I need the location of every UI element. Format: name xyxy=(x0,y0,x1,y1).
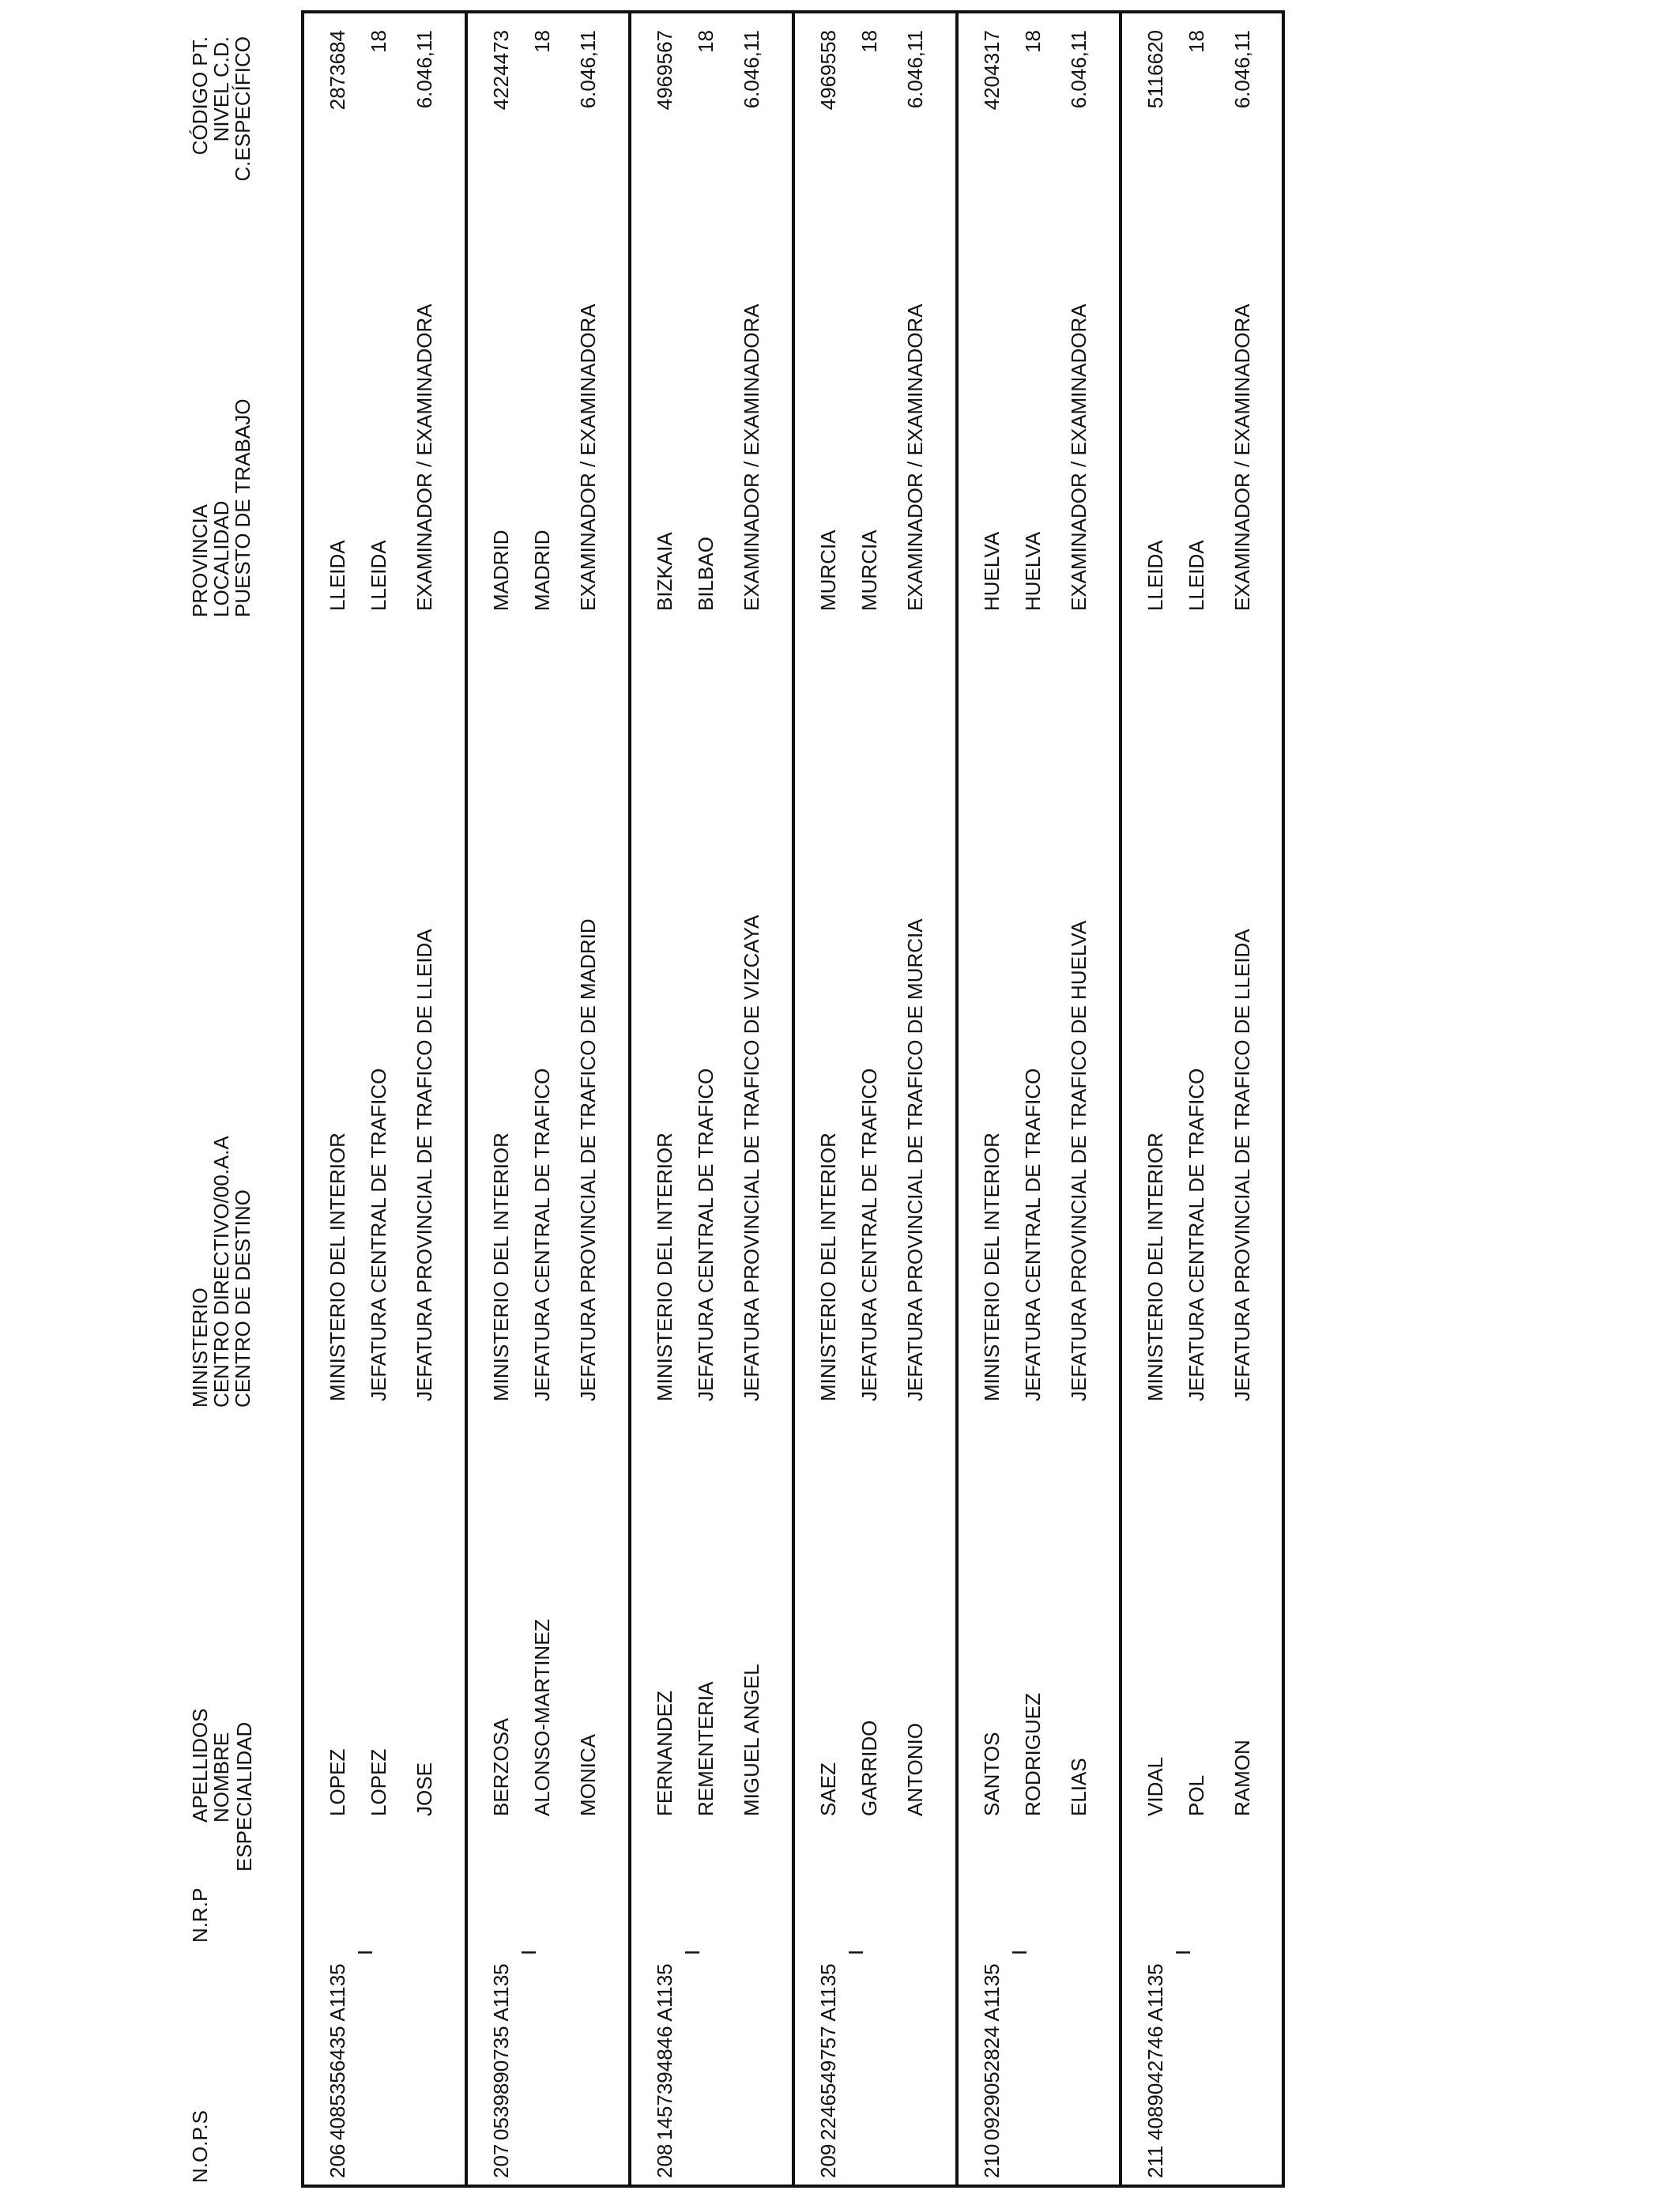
record-especialidad: I xyxy=(1008,1949,1031,1955)
record-codigo: 4969567 xyxy=(653,30,676,111)
record-centro-directivo: JEFATURA CENTRAL DE TRAFICO xyxy=(694,1068,718,1401)
record-ministerio: MINISTERIO DEL INTERIOR xyxy=(489,1133,513,1401)
record-centro-destino: JEFATURA PROVINCIAL DE TRAFICO DE MURCIA xyxy=(903,918,927,1401)
record-apellido1: SANTOS xyxy=(980,1732,1004,1816)
record-especialidad: I xyxy=(844,1949,868,1955)
record-block xyxy=(465,10,628,2188)
record-nops: 211 xyxy=(1143,2145,1167,2178)
record-centro-directivo: JEFATURA CENTRAL DE TRAFICO xyxy=(857,1068,881,1401)
header-ministerio-label: MINISTERIO xyxy=(188,1287,212,1408)
record-block xyxy=(955,10,1119,2188)
header-apellidos-nombre xyxy=(190,1708,232,1823)
header-nops-label: N.O.P.S xyxy=(188,2109,212,2183)
record-codigo: 4969558 xyxy=(816,30,840,111)
header-nrp-label: N.R.P xyxy=(188,1887,212,1943)
record-puesto: EXAMINADOR / EXAMINADORA xyxy=(740,303,763,611)
record-nrp: 4085356435 A1135 xyxy=(326,1963,349,2140)
record-nops: 207 xyxy=(489,2143,513,2178)
record-provincia: HUELVA xyxy=(980,531,1004,611)
record-nrp: 1457394846 A1135 xyxy=(653,1963,676,2140)
record-especifico: 6.046,11 xyxy=(1067,30,1090,109)
record-puesto: EXAMINADOR / EXAMINADORA xyxy=(1067,303,1090,611)
record-nombre: MIGUEL ANGEL xyxy=(740,1664,763,1816)
record-puesto: EXAMINADOR / EXAMINADORA xyxy=(576,303,600,611)
record-centro-directivo: JEFATURA CENTRAL DE TRAFICO xyxy=(1185,1068,1208,1401)
record-apellido2: RODRIGUEZ xyxy=(1021,1693,1045,1816)
record-apellido1: BERZOSA xyxy=(489,1717,513,1816)
header-nops xyxy=(190,2110,211,2183)
record-localidad: MURCIA xyxy=(857,530,881,611)
record-especifico: 6.046,11 xyxy=(903,30,927,109)
record-apellido1: FERNANDEZ xyxy=(653,1691,676,1816)
record-nivel: 18 xyxy=(1021,30,1045,53)
record-apellido1: VIDAL xyxy=(1143,1756,1167,1816)
record-ministerio: MINISTERIO DEL INTERIOR xyxy=(653,1133,676,1401)
header-puesto-label: PUESTO DE TRABAJO xyxy=(231,398,254,617)
record-centro-destino: JEFATURA PROVINCIAL DE TRAFICO DE VIZCAYA xyxy=(740,914,763,1401)
record-nivel: 18 xyxy=(530,30,554,53)
record-apellido1: LOPEZ xyxy=(326,1748,349,1816)
record-apellido1: SAEZ xyxy=(816,1762,840,1816)
record-nivel: 18 xyxy=(1185,30,1208,53)
record-ministerio: MINISTERIO DEL INTERIOR xyxy=(1143,1133,1167,1401)
record-apellido2: ALONSO-MARTINEZ xyxy=(530,1619,554,1816)
record-nrp: 0539890735 A1135 xyxy=(489,1963,513,2140)
record-block xyxy=(792,10,955,2188)
header-nivel-label: NIVEL C.D. xyxy=(209,36,233,142)
record-ministerio: MINISTERIO DEL INTERIOR xyxy=(816,1133,840,1401)
record-nombre: RAMON xyxy=(1230,1740,1254,1816)
record-codigo: 2873684 xyxy=(326,30,349,111)
record-ministerio: MINISTERIO DEL INTERIOR xyxy=(326,1133,349,1401)
record-especifico: 6.046,11 xyxy=(1230,30,1254,109)
record-codigo: 4204317 xyxy=(980,30,1004,111)
record-localidad: LLEIDA xyxy=(367,540,390,611)
record-apellido2: GARRIDO xyxy=(857,1720,881,1816)
record-especifico: 6.046,11 xyxy=(740,30,763,109)
record-nops: 206 xyxy=(326,2143,349,2178)
record-puesto: EXAMINADOR / EXAMINADORA xyxy=(412,303,436,611)
record-nombre: ANTONIO xyxy=(903,1723,927,1816)
record-apellido2: LOPEZ xyxy=(367,1748,390,1816)
record-puesto: EXAMINADOR / EXAMINADORA xyxy=(903,303,927,611)
header-centro-directivo-label: CENTRO DIRECTIVO/00.A.A xyxy=(209,1136,233,1408)
record-block xyxy=(628,10,792,2188)
record-localidad: HUELVA xyxy=(1021,531,1045,611)
record-codigo: 5116620 xyxy=(1143,30,1167,109)
record-localidad: LLEIDA xyxy=(1185,540,1208,611)
header-especifico-label: C.ESPECÍFICO xyxy=(231,36,254,182)
record-nombre: ELIAS xyxy=(1067,1758,1090,1816)
record-block xyxy=(1119,10,1283,2188)
record-ministerio: MINISTERIO DEL INTERIOR xyxy=(980,1133,1004,1401)
record-nops: 208 xyxy=(653,2143,676,2178)
record-centro-destino: JEFATURA PROVINCIAL DE TRAFICO DE LLEIDA xyxy=(412,929,436,1401)
record-nrp: 0929052824 A1135 xyxy=(980,1963,1004,2140)
header-localidad-label: LOCALIDAD xyxy=(209,500,233,617)
record-puesto: EXAMINADOR / EXAMINADORA xyxy=(1230,303,1254,611)
record-apellido2: POL xyxy=(1185,1774,1208,1816)
record-nivel: 18 xyxy=(367,30,390,53)
header-codigo-label: CÓDIGO PT. xyxy=(188,36,212,156)
header-centro-destino-label: CENTRO DE DESTINO xyxy=(231,1189,254,1408)
record-especialidad: I xyxy=(680,1949,704,1955)
header-nombre-label: NOMBRE xyxy=(209,1732,233,1823)
header-provincia-label: PROVINCIA xyxy=(188,503,212,617)
header-codigo-nivel-especifico xyxy=(190,36,254,202)
record-centro-destino: JEFATURA PROVINCIAL DE TRAFICO DE MADRID xyxy=(576,918,600,1401)
header-apellidos-label: APELLIDOS xyxy=(188,1708,212,1823)
record-centro-directivo: JEFATURA CENTRAL DE TRAFICO xyxy=(1021,1068,1045,1401)
record-especifico: 6.046,11 xyxy=(412,30,436,109)
record-codigo: 4224473 xyxy=(489,30,513,111)
record-nops: 210 xyxy=(980,2143,1004,2178)
record-nivel: 18 xyxy=(857,30,881,53)
record-centro-directivo: JEFATURA CENTRAL DE TRAFICO xyxy=(367,1068,390,1401)
header-especialidad-label: ESPECIALIDAD xyxy=(232,1721,256,1872)
record-especifico: 6.046,11 xyxy=(576,30,600,109)
record-especialidad: I xyxy=(353,1949,377,1955)
record-provincia: LLEIDA xyxy=(1143,540,1167,611)
record-provincia: LLEIDA xyxy=(326,540,349,611)
header-provincia-localidad-puesto xyxy=(190,399,254,617)
record-provincia: BIZKAIA xyxy=(653,532,676,611)
record-nivel: 18 xyxy=(694,30,718,53)
record-nombre: JOSE xyxy=(412,1762,436,1816)
record-apellido2: REMENTERIA xyxy=(694,1681,718,1816)
record-especialidad: I xyxy=(517,1949,541,1955)
record-especialidad: I xyxy=(1171,1949,1195,1955)
record-block xyxy=(301,10,465,2188)
record-localidad: MADRID xyxy=(530,530,554,611)
record-nrp: 4089042746 A1135 xyxy=(1143,1963,1167,2140)
record-centro-destino: JEFATURA PROVINCIAL DE TRAFICO DE HUELVA xyxy=(1067,920,1090,1401)
record-centro-destino: JEFATURA PROVINCIAL DE TRAFICO DE LLEIDA xyxy=(1230,929,1254,1401)
header-ministerio-centros xyxy=(190,1136,254,1408)
record-centro-directivo: JEFATURA CENTRAL DE TRAFICO xyxy=(530,1068,554,1401)
record-nops: 209 xyxy=(816,2143,840,2178)
record-nrp: 2246549757 A1135 xyxy=(816,1963,840,2140)
record-localidad: BILBAO xyxy=(694,537,718,611)
record-provincia: MURCIA xyxy=(816,530,840,611)
record-provincia: MADRID xyxy=(489,530,513,611)
record-nombre: MONICA xyxy=(576,1734,600,1816)
